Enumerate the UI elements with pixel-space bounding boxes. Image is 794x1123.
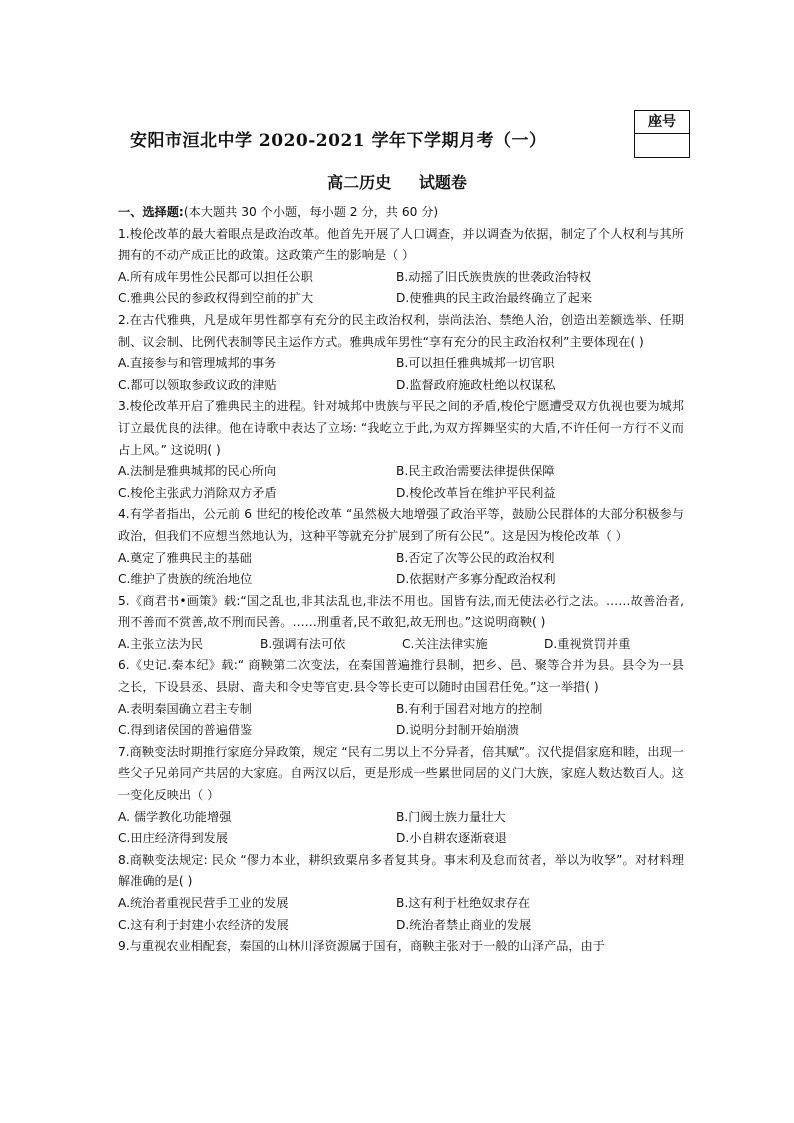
question-text: 6.《史记.秦本纪》载:“ 商鞅第二次变法，在秦国普遍推行县制，把乡、邑、聚等合并为县。县令为一县之长，下设县丞、县尉、啬夫和令史等官吏.县令等长吏可以随时由国君任免。”这一举措( ) (118, 658, 684, 695)
question-6 (118, 655, 684, 741)
option-a: A.表明秦国确立君主专制 (118, 701, 252, 716)
option-a: A.主张立法为民 (118, 636, 204, 651)
option-b: B.这有利于杜绝奴隶存在 (396, 896, 531, 910)
option-c: C.田庄经济得到发展 (118, 831, 228, 846)
seat-number-label: 座号 (635, 111, 689, 134)
question-list (118, 202, 684, 958)
option-c: C.这有利于封建小农经济的发展 (118, 917, 289, 932)
option-d: D.梭伦改革旨在维护平民利益 (396, 485, 556, 500)
question-text: 5.《商君书•画策》载:“国之乱也,非其法乱也,非法不用也。国皆有法,而无使法必行之法。……故善治者,刑不善而不赏善,故不刑而民善。……刑重者,民不敢犯,故无刑也。”这说明商鞅( ) (118, 593, 684, 630)
question-4 (118, 504, 684, 590)
question-text: 2.在古代雅典，凡是成年男性都享有充分的民主政治权利，崇尚法治、禁绝人治，创造出差额选举、任期制、议会制、比例代表制等民主运作方式。雅典成年男性“享有充分的民主政治权利”主要体现在( ) (118, 312, 684, 349)
option-c: C.雅典公民的参政权得到空前的扩大 (118, 291, 314, 306)
question-text: 8.商鞅变法规定: 民众 “僇力本业，耕织致粟帛多者复其身。事末利及怠而贫者，举以为收孥”。对材料理解准确的是( ) (118, 852, 684, 889)
section-note: (本大题共 30 个小题，每小题 2 分，共 60 分) (183, 205, 439, 219)
question-text: 1.梭伦改革的最大着眼点是政治改革。他首先开展了人口调查，并以调查为依据，制定了个人权利与其所拥有的不动产成正比的政策。这政策产生的影响是（ ） (118, 226, 684, 263)
option-d: D.监督政府施政杜绝以权谋私 (396, 377, 556, 392)
question-text: 7.商鞅变法时期推行家庭分异政策，规定 “民有二男以上不分异者，倍其赋”。汉代提倡家庭和睦，出现一些父子兄弟同产共居的大家庭。自两汉以后，更是形成一些累世同居的义门大族，家庭人数达数百人。这一变化反映出（ ） (118, 744, 684, 803)
option-a: A.所有成年男性公民都可以担任公职 (118, 269, 313, 284)
option-a: A.统治者重视民营手工业的发展 (118, 896, 289, 910)
question-2 (118, 310, 684, 396)
option-a: A.法制是雅典城邦的民心所向 (118, 464, 277, 479)
option-b: B.门阀士族力量壮大 (396, 809, 506, 824)
option-a: A.奠定了雅典民主的基础 (118, 550, 252, 565)
option-b: B.动摇了旧氏族贵族的世袭政治特权 (396, 269, 592, 284)
option-c: C.关注法律实施 (402, 636, 488, 651)
exam-title: 安阳市洹北中学 2020-2021 学年下学期月考（一） (130, 131, 547, 151)
section-heading (118, 202, 684, 224)
option-b: B.有利于国君对地方的控制 (396, 701, 543, 716)
question-1 (118, 224, 684, 310)
question-5 (118, 591, 684, 656)
option-b: B.强调有法可依 (260, 636, 346, 651)
section-title: 一、选择题: (118, 205, 184, 219)
option-b: B.可以担任雅典城邦一切官职 (396, 356, 555, 371)
option-b: B.否定了次等公民的政治权利 (396, 550, 555, 565)
option-a: A. 儒学教化功能增强 (118, 809, 232, 824)
seat-number-box (634, 110, 690, 158)
option-c: C.得到诸侯国的普遍借鉴 (118, 723, 253, 738)
option-c: C.都可以领取参政议政的津贴 (118, 377, 277, 392)
question-text: 3.梭伦改革开启了雅典民主的进程。针对城邦中贵族与平民之间的矛盾,梭伦宁愿遭受双方仇视也要为城邦订立最优良的法律。他在诗歌中表达了立场: “我屹立于此,为双方挥舞坚实的大盾,不许任何一方行不义而占上风。” 这说明( ) (118, 399, 684, 457)
option-c: C.维护了贵族的统治地位 (118, 572, 253, 587)
option-d: D.小自耕农逐渐衰退 (396, 831, 507, 846)
question-8 (118, 850, 684, 936)
option-d: D.依据财产多寡分配政治权利 (396, 572, 556, 587)
option-b: B.民主政治需要法律提供保障 (396, 464, 555, 479)
question-text: 9.与重视农业相配套，秦国的山林川泽资源属于国有，商鞅主张对于一般的山泽产品，由于 (118, 939, 605, 954)
exam-subtitle: 高二历史 试题卷 (327, 173, 467, 192)
question-7 (118, 742, 684, 850)
question-9 (118, 936, 684, 958)
option-d: D.使雅典的民主政治最终确立了起来 (396, 291, 593, 306)
question-text: 4.有学者指出，公元前 6 世纪的梭伦改革 “虽然极大地增强了政治平等，鼓励公民群体的大部分积极参与政治，但我们不应想当然地认为，这种平等就充分扩展到了所有公民”。这是因为梭伦改革（ ） (118, 507, 684, 543)
option-a: A.直接参与和管理城邦的事务 (118, 356, 277, 371)
option-c: C.梭伦主张武力消除双方矛盾 (118, 485, 277, 500)
option-d: D.重视赏罚并重 (544, 636, 631, 651)
option-d: D.统治者禁止商业的发展 (396, 917, 532, 932)
question-3 (118, 396, 684, 504)
option-d: D.说明分封制开始崩溃 (396, 723, 519, 738)
